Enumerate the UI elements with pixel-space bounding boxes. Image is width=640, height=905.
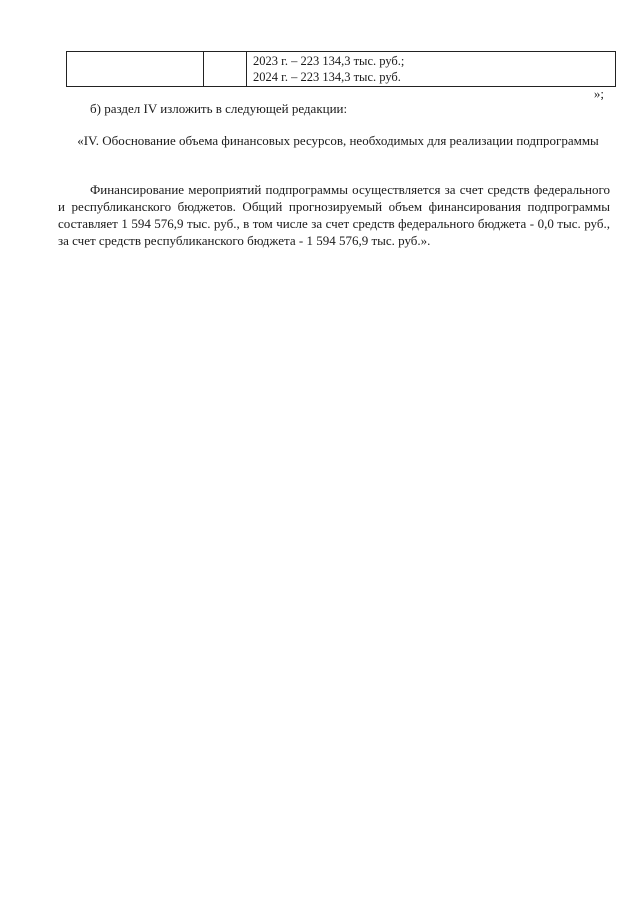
finance-table	[66, 51, 616, 87]
instruction-paragraph: б) раздел IV изложить в следующей редакции:	[90, 101, 348, 116]
table-cell-blank	[204, 52, 247, 87]
table-cell-values	[247, 52, 616, 87]
financing-paragraph: Финансирование мероприятий подпрограммы осуществляется за счет средств федерального и республиканского бюджетов. Общий прогнозируемый объем финансирования подпрограммы составляет 1 594 576,9 тыс. руб., в том числе за счет средств федерального бюджета - 0,0 тыс. руб., за счет средств республиканского бюджета - 1 594 576,9 тыс. руб.».	[58, 182, 610, 248]
funding-line-2023: 2023 г. – 223 134,3 тыс. руб.;	[253, 54, 405, 68]
funding-line-2024: 2024 г. – 223 134,3 тыс. руб.	[253, 70, 401, 84]
section-heading: «IV. Обоснование объема финансовых ресурсов, необходимых для реализации подпрограммы	[77, 133, 599, 148]
table-row	[67, 52, 616, 87]
closing-quote-mark: »;	[593, 86, 604, 101]
table-cell-label	[67, 52, 204, 87]
